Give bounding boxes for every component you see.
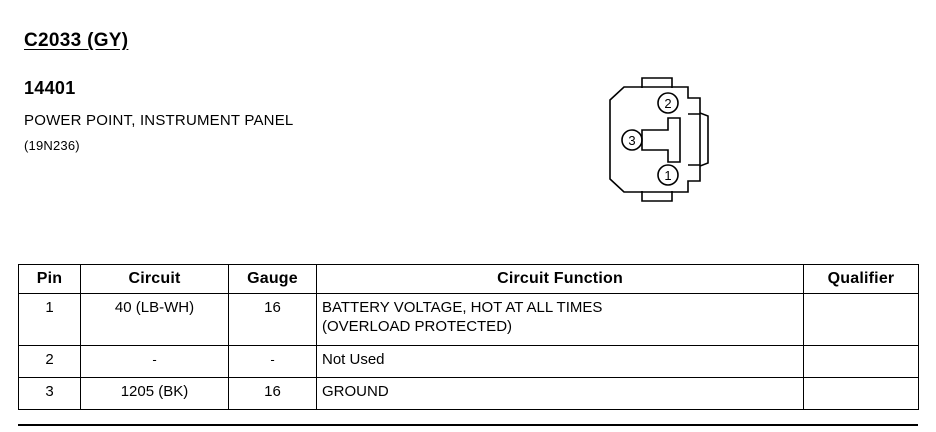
function-line-1: BATTERY VOLTAGE, HOT AT ALL TIMES — [322, 299, 603, 316]
connector-cavity — [642, 118, 680, 162]
table-row — [19, 378, 919, 410]
bottom-rule — [18, 424, 918, 426]
cell-circuit-function — [317, 294, 803, 345]
cell-pin: 1 — [45, 299, 54, 316]
pin-label-1: 1 — [664, 168, 672, 183]
column-header-qualifier: Qualifier — [804, 265, 919, 294]
cell-gauge: 16 — [264, 299, 281, 316]
function-line-2: (OVERLOAD PROTECTED) — [322, 318, 513, 335]
cell-qualifier — [804, 346, 918, 377]
part-description: POWER POINT, INSTRUMENT PANEL — [24, 112, 294, 129]
cell-circuit: - — [152, 352, 157, 367]
column-header-circuit-function: Circuit Function — [317, 265, 804, 294]
connector-id: C2033 (GY) — [24, 30, 129, 51]
pin-label-2: 2 — [664, 96, 672, 111]
cell-pin: 2 — [45, 351, 54, 368]
connector-side-key — [688, 114, 700, 165]
cell-circuit-function: Not Used — [322, 351, 385, 368]
table-row — [19, 346, 919, 378]
cell-circuit: 40 (LB-WH) — [114, 299, 195, 316]
cell-gauge: 16 — [264, 383, 281, 400]
pin-label-3: 3 — [628, 133, 636, 148]
pin-table — [18, 264, 919, 410]
part-code: (19N236) — [24, 138, 80, 153]
connector-diagram — [580, 68, 760, 213]
cell-pin: 3 — [45, 383, 54, 400]
column-header-pin: Pin — [19, 265, 81, 294]
column-header-circuit: Circuit — [81, 265, 229, 294]
cell-gauge: - — [270, 352, 275, 367]
cell-circuit: 1205 (BK) — [120, 383, 189, 400]
column-header-gauge: Gauge — [229, 265, 317, 294]
cell-qualifier — [804, 294, 918, 345]
cell-circuit-function: GROUND — [322, 383, 389, 400]
table-header-row — [19, 265, 919, 294]
cell-qualifier — [804, 378, 918, 409]
table-row — [19, 294, 919, 346]
connector-body-outline — [610, 87, 708, 192]
part-number: 14401 — [24, 78, 76, 98]
